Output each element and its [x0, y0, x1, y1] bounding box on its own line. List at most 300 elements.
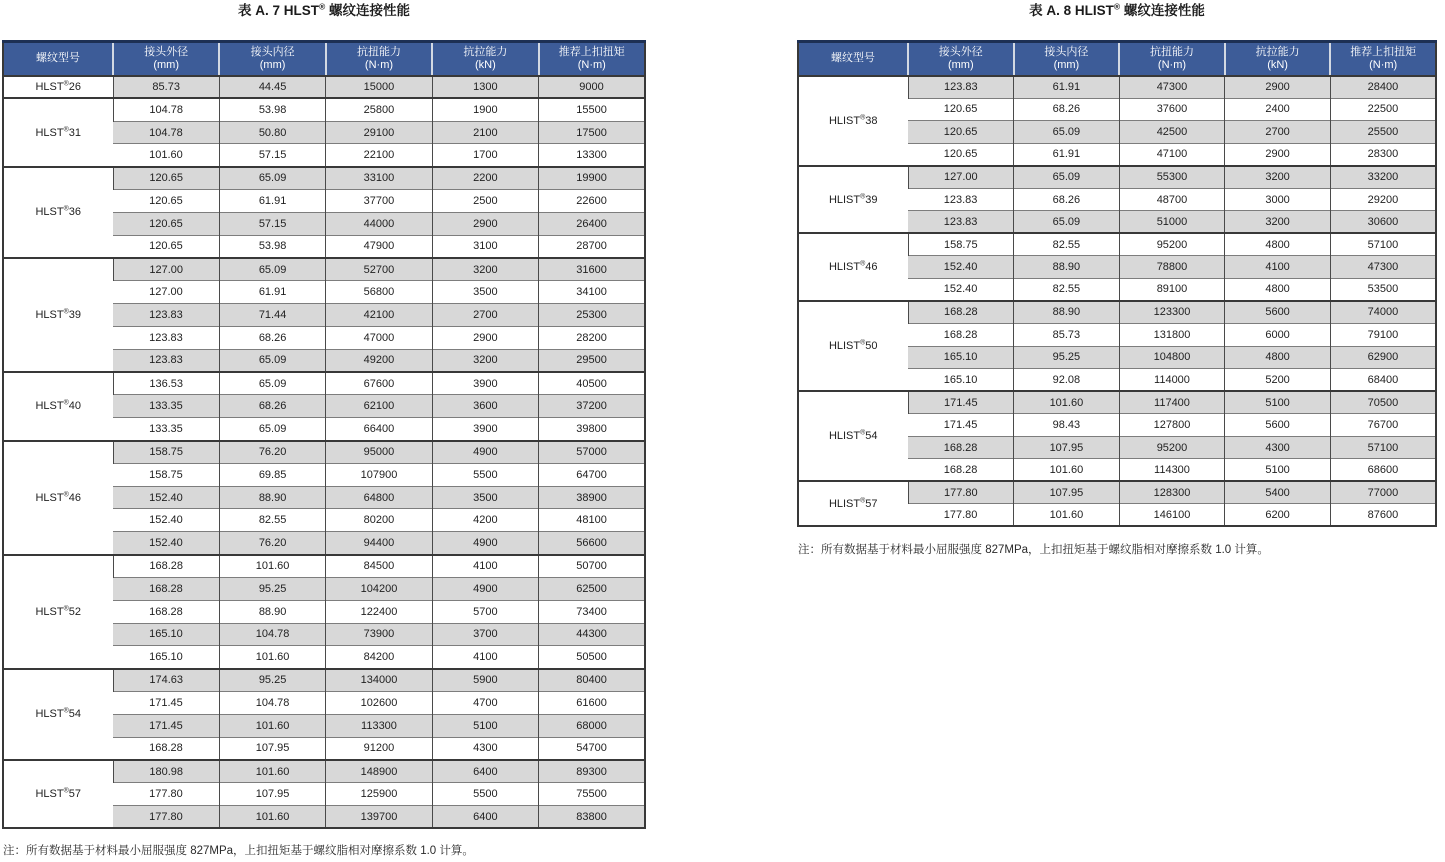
data-cell: 95200 — [1119, 233, 1225, 256]
thread-model-cell — [798, 76, 908, 166]
data-cell: 2900 — [432, 326, 538, 349]
data-cell: 152.40 — [113, 486, 219, 509]
column-header — [432, 42, 538, 76]
data-cell: 123.83 — [908, 211, 1014, 234]
column-header-unit: (N·m) — [577, 58, 606, 71]
data-cell: 168.28 — [113, 577, 219, 600]
data-cell: 80200 — [326, 509, 432, 532]
table-a8-header — [798, 42, 1436, 76]
column-header — [1119, 42, 1225, 76]
thread-model-size: 46 — [68, 491, 82, 504]
data-cell: 95.25 — [1014, 346, 1120, 369]
data-cell: 128300 — [1119, 481, 1225, 504]
data-cell: 114300 — [1119, 459, 1225, 482]
data-cell: 33200 — [1330, 166, 1436, 189]
data-cell: 44300 — [539, 623, 645, 646]
data-cell: 123.83 — [908, 76, 1014, 99]
data-cell: 2900 — [1225, 143, 1331, 166]
data-cell: 5200 — [1225, 369, 1331, 392]
data-cell: 171.45 — [908, 414, 1014, 437]
title-text-suffix: 螺纹连接性能 — [1120, 3, 1205, 18]
data-cell: 134000 — [326, 669, 432, 692]
data-cell: 4900 — [432, 532, 538, 555]
data-cell: 54700 — [539, 737, 645, 760]
data-cell: 65.09 — [1014, 166, 1120, 189]
registered-trademark-symbol: ® — [63, 787, 69, 795]
data-cell: 2700 — [1225, 121, 1331, 144]
data-cell: 44000 — [326, 212, 432, 235]
thread-model-size: 39 — [865, 193, 878, 206]
thread-model-prefix: HLST — [35, 206, 64, 219]
data-cell: 101.60 — [1014, 504, 1120, 527]
data-cell: 125900 — [326, 783, 432, 806]
data-cell: 76.20 — [219, 532, 325, 555]
data-cell: 55300 — [1119, 166, 1225, 189]
data-cell: 85.73 — [1014, 324, 1120, 347]
data-cell: 120.65 — [113, 167, 219, 190]
data-cell: 127.00 — [113, 258, 219, 281]
data-cell: 5100 — [1225, 391, 1331, 414]
data-cell: 3200 — [1225, 211, 1331, 234]
data-cell: 17500 — [539, 121, 645, 144]
data-cell: 74000 — [1330, 301, 1436, 324]
data-cell: 101.60 — [219, 555, 325, 578]
column-header — [3, 42, 113, 76]
data-cell: 79100 — [1330, 324, 1436, 347]
data-cell: 65.09 — [219, 349, 325, 372]
data-cell: 114000 — [1119, 369, 1225, 392]
column-header-unit: (N·m) — [1369, 58, 1398, 71]
data-cell: 101.60 — [219, 714, 325, 737]
thread-model-size: 52 — [68, 605, 82, 618]
data-cell: 62900 — [1330, 346, 1436, 369]
data-cell: 38900 — [539, 486, 645, 509]
data-cell: 4300 — [432, 737, 538, 760]
data-cell: 1300 — [432, 76, 538, 99]
title-text: 表 A. 8 HLIST — [1029, 3, 1114, 18]
data-cell: 2400 — [1225, 98, 1331, 121]
data-cell: 1700 — [432, 144, 538, 167]
data-cell: 180.98 — [113, 760, 219, 783]
data-cell: 47300 — [1330, 256, 1436, 279]
data-cell: 47900 — [326, 235, 432, 258]
thread-model-cell — [3, 76, 113, 99]
data-cell: 25800 — [326, 98, 432, 121]
data-cell: 57100 — [1330, 233, 1436, 256]
table-a8-title — [797, 1, 1437, 21]
data-cell: 123.83 — [113, 304, 219, 327]
data-cell: 171.45 — [113, 691, 219, 714]
data-cell: 122400 — [326, 600, 432, 623]
data-cell: 5400 — [1225, 481, 1331, 504]
data-cell: 40500 — [539, 372, 645, 395]
thread-model-prefix: HLIST — [828, 340, 861, 353]
data-cell: 5600 — [1225, 301, 1331, 324]
table-a7-header — [3, 42, 645, 76]
data-cell: 53.98 — [219, 235, 325, 258]
data-cell: 171.45 — [908, 391, 1014, 414]
thread-model-prefix: HLST — [35, 309, 64, 322]
data-cell: 136.53 — [113, 372, 219, 395]
column-header-label: 推荐上扣扭矩 — [558, 45, 625, 58]
data-cell: 127.00 — [113, 281, 219, 304]
thread-model-cell — [798, 481, 908, 526]
data-cell: 31600 — [539, 258, 645, 281]
data-cell: 120.65 — [113, 212, 219, 235]
data-cell: 3200 — [1225, 166, 1331, 189]
thread-model-size: 54 — [865, 430, 878, 443]
data-cell: 2100 — [432, 121, 538, 144]
data-cell: 2900 — [432, 212, 538, 235]
data-cell: 88.90 — [219, 486, 325, 509]
data-cell: 68.26 — [219, 395, 325, 418]
data-cell: 34100 — [539, 281, 645, 304]
registered-trademark-symbol: ® — [860, 113, 866, 121]
data-cell: 77000 — [1330, 481, 1436, 504]
data-cell: 57100 — [1330, 436, 1436, 459]
data-cell: 133.35 — [113, 418, 219, 441]
data-cell: 95.25 — [219, 577, 325, 600]
data-cell: 4900 — [432, 577, 538, 600]
data-cell: 64700 — [539, 463, 645, 486]
data-cell: 65.09 — [1014, 211, 1120, 234]
data-cell: 76.20 — [219, 441, 325, 464]
column-header-label: 螺纹型号 — [36, 52, 80, 65]
data-cell: 102600 — [326, 691, 432, 714]
data-cell: 152.40 — [908, 278, 1014, 301]
table-row — [3, 441, 645, 464]
data-cell: 68.26 — [219, 326, 325, 349]
data-cell: 89300 — [539, 760, 645, 783]
thread-model-prefix: HLIST — [828, 430, 861, 443]
data-cell: 3200 — [432, 258, 538, 281]
column-header-unit: (kN) — [1267, 58, 1288, 71]
data-cell: 50500 — [539, 646, 645, 669]
table-row — [798, 233, 1436, 256]
data-cell: 177.80 — [908, 481, 1014, 504]
data-cell: 68600 — [1330, 459, 1436, 482]
table-a7-footnote: 注：所有数据基于材料最小屈服强度 827MPa，上扣扭矩基于螺纹脂相对摩擦系数 1.0 计算。 — [3, 845, 474, 857]
table-row — [798, 166, 1436, 189]
data-cell: 65.09 — [219, 167, 325, 190]
data-cell: 4100 — [1225, 256, 1331, 279]
table-row — [798, 481, 1436, 504]
data-cell: 101.60 — [219, 646, 325, 669]
data-cell: 2700 — [432, 304, 538, 327]
registered-trademark-symbol: ® — [63, 604, 69, 612]
data-cell: 120.65 — [908, 121, 1014, 144]
data-cell: 6000 — [1225, 324, 1331, 347]
data-cell: 107900 — [326, 463, 432, 486]
data-cell: 101.60 — [1014, 391, 1120, 414]
data-cell: 177.80 — [908, 504, 1014, 527]
data-cell: 22100 — [326, 144, 432, 167]
table-a8-body — [798, 76, 1436, 527]
data-cell: 139700 — [326, 806, 432, 829]
column-header-unit: (mm) — [1053, 58, 1080, 71]
thread-model-cell — [3, 555, 113, 669]
data-cell: 28300 — [1330, 143, 1436, 166]
header-row — [3, 42, 645, 76]
data-cell: 61600 — [539, 691, 645, 714]
data-cell: 5700 — [432, 600, 538, 623]
data-cell: 95.25 — [219, 669, 325, 692]
registered-trademark-symbol: ® — [1113, 1, 1121, 12]
data-cell: 80400 — [539, 669, 645, 692]
thread-model-prefix: HLST — [35, 788, 64, 801]
registered-trademark-symbol: ® — [318, 1, 326, 12]
data-cell: 3100 — [432, 235, 538, 258]
data-cell: 30600 — [1330, 211, 1436, 234]
data-cell: 148900 — [326, 760, 432, 783]
data-cell: 22500 — [1330, 98, 1436, 121]
data-cell: 89100 — [1119, 278, 1225, 301]
data-cell: 120.65 — [113, 235, 219, 258]
thread-model-prefix: HLST — [35, 126, 64, 139]
data-cell: 101.60 — [219, 806, 325, 829]
registered-trademark-symbol: ® — [63, 490, 69, 498]
thread-model-cell — [798, 391, 908, 481]
data-cell: 88.90 — [1014, 301, 1120, 324]
data-cell: 94400 — [326, 532, 432, 555]
thread-model-prefix: HLIST — [828, 261, 861, 274]
data-cell: 131800 — [1119, 324, 1225, 347]
thread-model-size: 46 — [865, 261, 878, 274]
table-row — [3, 372, 645, 395]
data-cell: 29200 — [1330, 188, 1436, 211]
data-cell: 5600 — [1225, 414, 1331, 437]
data-cell: 165.10 — [113, 646, 219, 669]
data-cell: 44.45 — [219, 76, 325, 99]
data-cell: 107.95 — [1014, 436, 1120, 459]
data-cell: 26400 — [539, 212, 645, 235]
data-cell: 168.28 — [908, 436, 1014, 459]
table-row — [3, 760, 645, 783]
data-cell: 104.78 — [219, 623, 325, 646]
data-cell: 104800 — [1119, 346, 1225, 369]
table-row — [3, 555, 645, 578]
thread-model-cell — [3, 258, 113, 372]
column-header — [1330, 42, 1436, 76]
data-cell: 25500 — [1330, 121, 1436, 144]
data-cell: 101.60 — [219, 760, 325, 783]
data-cell: 117400 — [1119, 391, 1225, 414]
column-header-label: 接头内径 — [250, 45, 295, 58]
data-cell: 152.40 — [113, 532, 219, 555]
registered-trademark-symbol: ® — [63, 399, 69, 407]
table-row — [3, 167, 645, 190]
table-row — [3, 76, 645, 99]
data-cell: 25300 — [539, 304, 645, 327]
data-cell: 65.09 — [1014, 121, 1120, 144]
data-cell: 39800 — [539, 418, 645, 441]
data-cell: 53.98 — [219, 98, 325, 121]
data-cell: 3500 — [432, 281, 538, 304]
data-cell: 15000 — [326, 76, 432, 99]
data-cell: 104200 — [326, 577, 432, 600]
column-header — [113, 42, 219, 76]
data-cell: 47000 — [326, 326, 432, 349]
data-cell: 95000 — [326, 441, 432, 464]
data-cell: 42100 — [326, 304, 432, 327]
data-cell: 4800 — [1225, 233, 1331, 256]
thread-model-size: 31 — [68, 126, 82, 139]
title-text-suffix: 螺纹连接性能 — [325, 3, 411, 18]
thread-model-cell — [3, 669, 113, 760]
data-cell: 152.40 — [908, 256, 1014, 279]
thread-model-cell — [3, 98, 113, 166]
data-cell: 29500 — [539, 349, 645, 372]
column-header-unit: (mm) — [153, 58, 180, 71]
thread-model-prefix: HLST — [35, 605, 64, 618]
thread-model-size: 38 — [865, 114, 878, 127]
thread-model-prefix: HLST — [35, 80, 64, 93]
data-cell: 1900 — [432, 98, 538, 121]
data-cell: 4300 — [1225, 436, 1331, 459]
data-cell: 37200 — [539, 395, 645, 418]
data-cell: 123.83 — [113, 349, 219, 372]
registered-trademark-symbol: ® — [860, 429, 866, 437]
data-cell: 61.91 — [1014, 143, 1120, 166]
table-row — [3, 669, 645, 692]
data-cell: 3600 — [432, 395, 538, 418]
data-cell: 76700 — [1330, 414, 1436, 437]
data-cell: 95200 — [1119, 436, 1225, 459]
table-row — [798, 301, 1436, 324]
data-cell: 2500 — [432, 190, 538, 213]
column-header-label: 接头外径 — [144, 45, 189, 58]
column-header — [1225, 42, 1331, 76]
data-cell: 78800 — [1119, 256, 1225, 279]
data-cell: 57000 — [539, 441, 645, 464]
data-cell: 4700 — [432, 691, 538, 714]
data-cell: 113300 — [326, 714, 432, 737]
data-cell: 13300 — [539, 144, 645, 167]
data-cell: 5500 — [432, 463, 538, 486]
data-cell: 165.10 — [908, 346, 1014, 369]
data-cell: 37600 — [1119, 98, 1225, 121]
column-header-unit: (N·m) — [364, 58, 394, 71]
data-cell: 52700 — [326, 258, 432, 281]
table-a8-footnote: 注：所有数据基于材料最小屈服强度 827MPa，上扣扭矩基于螺纹脂相对摩擦系数 1.0 计算。 — [798, 544, 1269, 556]
data-cell: 3900 — [432, 418, 538, 441]
data-cell: 50700 — [539, 555, 645, 578]
data-cell: 4900 — [432, 441, 538, 464]
data-cell: 91200 — [326, 737, 432, 760]
table-row — [798, 391, 1436, 414]
data-cell: 65.09 — [219, 372, 325, 395]
column-header-label: 抗扭能力 — [356, 45, 401, 58]
data-cell: 48700 — [1119, 188, 1225, 211]
data-cell: 5900 — [432, 669, 538, 692]
data-cell: 123.83 — [113, 326, 219, 349]
data-cell: 73900 — [326, 623, 432, 646]
data-cell: 2200 — [432, 167, 538, 190]
column-header — [1014, 42, 1120, 76]
column-header-label: 抗拉能力 — [463, 45, 508, 58]
data-cell: 19900 — [539, 167, 645, 190]
data-cell: 61.91 — [219, 190, 325, 213]
header-row — [798, 42, 1436, 76]
data-cell: 82.55 — [1014, 278, 1120, 301]
registered-trademark-symbol: ® — [860, 192, 866, 200]
data-cell: 28700 — [539, 235, 645, 258]
data-cell: 146100 — [1119, 504, 1225, 527]
data-cell: 4800 — [1225, 346, 1331, 369]
thread-model-size: 57 — [68, 788, 82, 801]
data-cell: 37700 — [326, 190, 432, 213]
table-a7 — [2, 40, 646, 829]
column-header-label: 抗拉能力 — [1255, 45, 1300, 58]
data-cell: 177.80 — [113, 783, 219, 806]
column-header-label: 推荐上扣扭矩 — [1350, 45, 1417, 58]
data-cell: 4200 — [432, 509, 538, 532]
data-cell: 65.09 — [219, 418, 325, 441]
data-cell: 3700 — [432, 623, 538, 646]
data-cell: 168.28 — [908, 301, 1014, 324]
data-cell: 88.90 — [219, 600, 325, 623]
column-header — [908, 42, 1014, 76]
table-a8 — [797, 40, 1437, 527]
data-cell: 104.78 — [219, 691, 325, 714]
data-cell: 68.26 — [1014, 188, 1120, 211]
registered-trademark-symbol: ® — [860, 497, 866, 505]
data-cell: 62500 — [539, 577, 645, 600]
data-cell: 67600 — [326, 372, 432, 395]
data-cell: 33100 — [326, 167, 432, 190]
data-cell: 107.95 — [219, 783, 325, 806]
data-cell: 62100 — [326, 395, 432, 418]
data-cell: 83800 — [539, 806, 645, 829]
thread-model-cell — [798, 233, 908, 301]
column-header — [798, 42, 908, 76]
data-cell: 107.95 — [219, 737, 325, 760]
data-cell: 28400 — [1330, 76, 1436, 99]
data-cell: 82.55 — [1014, 233, 1120, 256]
column-header-label: 螺纹型号 — [831, 52, 875, 65]
data-cell: 48100 — [539, 509, 645, 532]
registered-trademark-symbol: ® — [860, 339, 866, 347]
data-cell: 68000 — [539, 714, 645, 737]
data-cell: 3500 — [432, 486, 538, 509]
data-cell: 66400 — [326, 418, 432, 441]
data-cell: 61.91 — [1014, 76, 1120, 99]
thread-model-size: 26 — [68, 80, 82, 93]
data-cell: 29100 — [326, 121, 432, 144]
data-cell: 123.83 — [908, 188, 1014, 211]
data-cell: 158.75 — [908, 233, 1014, 256]
data-cell: 6400 — [432, 806, 538, 829]
data-cell: 127800 — [1119, 414, 1225, 437]
thread-model-size: 57 — [865, 497, 878, 510]
column-header-unit: (mm) — [947, 58, 974, 71]
thread-model-prefix: HLST — [35, 400, 64, 413]
data-cell: 51000 — [1119, 211, 1225, 234]
registered-trademark-symbol: ® — [860, 260, 866, 268]
thread-model-cell — [798, 166, 908, 234]
data-cell: 50.80 — [219, 121, 325, 144]
data-cell: 88.90 — [1014, 256, 1120, 279]
data-cell: 152.40 — [113, 509, 219, 532]
data-cell: 71.44 — [219, 304, 325, 327]
data-cell: 168.28 — [908, 324, 1014, 347]
thread-model-cell — [3, 167, 113, 258]
title-text: 表 A. 7 HLST — [237, 3, 319, 18]
data-cell: 5100 — [1225, 459, 1331, 482]
thread-model-size: 40 — [68, 400, 82, 413]
column-header — [326, 42, 432, 76]
data-cell: 127.00 — [908, 166, 1014, 189]
